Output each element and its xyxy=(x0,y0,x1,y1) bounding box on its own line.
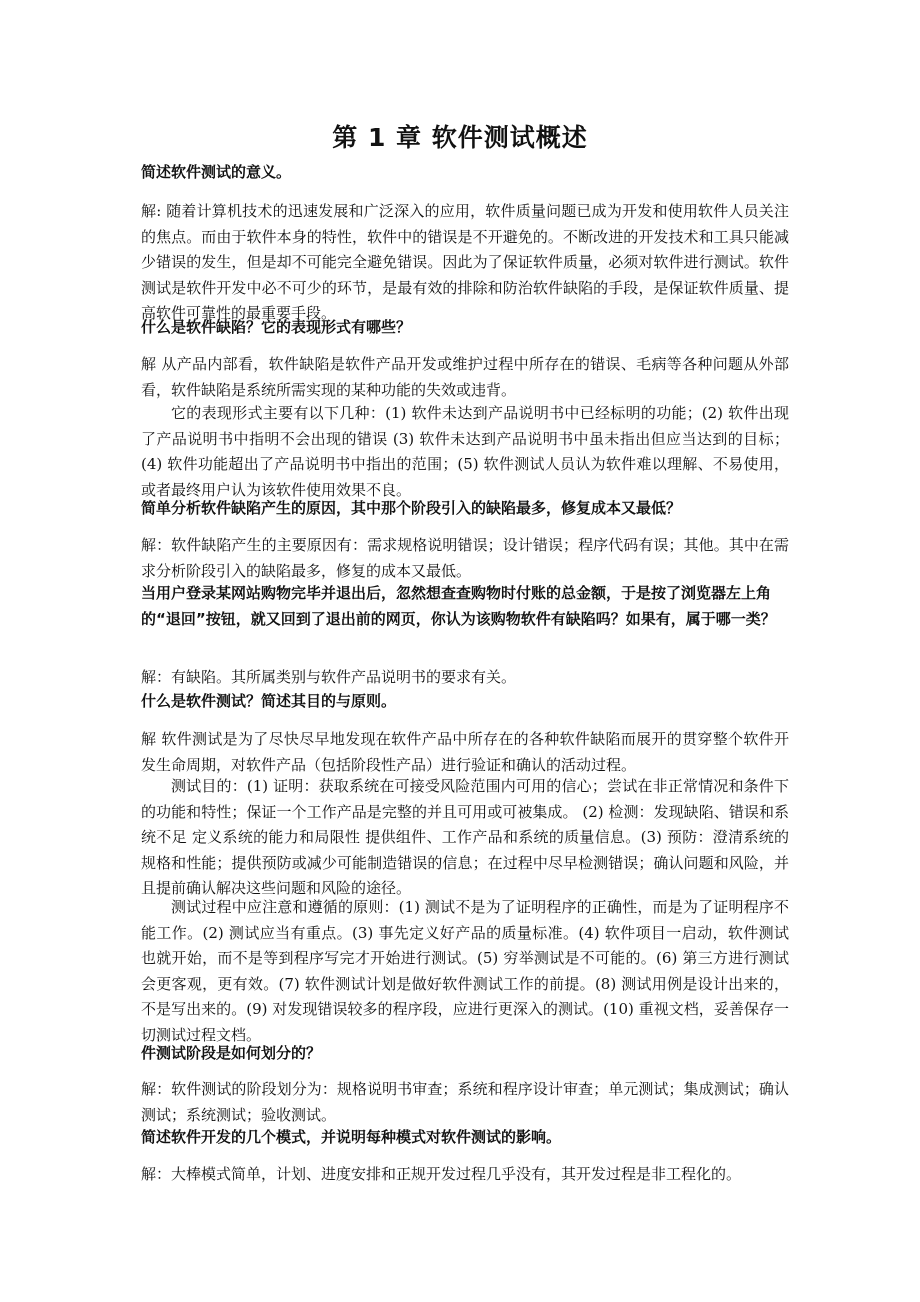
answer-3: 解：软件缺陷产生的主要原因有：需求规格说明错误；设计错误；程序代码有误；其他。其中在需求分析阶段引入的缺陷最多，修复的成本又最低。 xyxy=(141,536,789,580)
answer-5-paragraph-2: 测试目的：(1) 证明：获取系统在可接受风险范围内可用的信心；尝试在非正常情况和条件下的功能和特性；保证一个工作产品是完整的并且可用或可被集成。 (2) 检测：发现缺陷、错误和系统不足 定义系统的能力和局限性 提供组件、工作产品和系统的质量信息。(3) 预防：澄清系统的规格和性能；提供预防或减少可能制造错误的信息；在过程中尽早检测错误；确认问题和风险，并且提前确认解决这些问题和风险的途径。 xyxy=(141,777,789,898)
question-2: 什么是软件缺陷？它的表现形式有哪些？ xyxy=(141,318,412,336)
question-1: 简述软件测试的意义。 xyxy=(141,163,292,181)
question-3: 简单分析软件缺陷产生的原因，其中那个阶段引入的缺陷最多，修复成本又最低？ xyxy=(141,499,682,517)
chapter-title: 第 1 章 软件测试概述 xyxy=(332,123,588,152)
question-7: 简述软件开发的几个模式，并说明每种模式对软件测试的影响。 xyxy=(141,1128,562,1146)
answer-6: 解：软件测试的阶段划分为：规格说明书审查；系统和程序设计审查；单元测试；集成测试；确认测试；系统测试；验收测试。 xyxy=(141,1080,789,1124)
answer-5-paragraph-1: 解 软件测试是为了尽快尽早地发现在软件产品中所存在的各种软件缺陷而展开的贯穿整个软件开发生命周期，对软件产品（包括阶段性产品）进行验证和确认的活动过程。 xyxy=(141,730,789,774)
question-4: 当用户登录某网站购物完毕并退出后，忽然想查查购物时付账的总金额，于是按了浏览器左上角的“退回”按钮，就又回到了退出前的网页，你认为该购物软件有缺陷吗？如果有，属于哪一类？ xyxy=(141,584,776,628)
answer-4: 解：有缺陷。其所属类别与软件产品说明书的要求有关。 xyxy=(141,668,517,686)
answer-2-paragraph-2: 它的表现形式主要有以下几种：(1) 软件未达到产品说明书中已经标明的功能；(2) 软件出现了产品说明书中指明不会出现的错误 (3) 软件未达到产品说明书中虽未指出但应当达到的目标；(4) 软件功能超出了产品说明书中指出的范围；(5) 软件测试人员认为软件难以理解、不易使用，或者最终用户认为该软件使用效果不良。 xyxy=(141,404,789,499)
answer-7: 解：大棒模式简单，计划、进度安排和正规开发过程几乎没有，其开发过程是非工程化的。 xyxy=(141,1165,742,1183)
answer-2-paragraph-1: 解 从产品内部看，软件缺陷是软件产品开发或维护过程中所存在的错误、毛病等各种问题从外部看，软件缺陷是系统所需实现的某种功能的失效或违背。 xyxy=(141,355,789,399)
question-6: 件测试阶段是如何划分的？ xyxy=(141,1044,322,1062)
answer-5-paragraph-3: 测试过程中应注意和遵循的原则：(1) 测试不是为了证明程序的正确性，而是为了证明程序不能工作。(2) 测试应当有重点。(3) 事先定义好产品的质量标准。(4) 软件项目一启动，软件测试也就开始，而不是等到程序写完才开始进行测试。(5) 穷举测试是不可能的。(6) 第三方进行测试会更客观，更有效。(7) 软件测试计划是做好软件测试工作的前提。(8) 测试用例是设计出来的，不是写出来的。(9) 对发现错误较多的程序段，应进行更深入的测试。(10) 重视文档，妥善保存一切测试过程文档。 xyxy=(141,898,789,1044)
question-5: 什么是软件测试？简述其目的与原则。 xyxy=(141,692,397,710)
answer-1: 解: 随着计算机技术的迅速发展和广泛深入的应用，软件质量问题已成为开发和使用软件人员关注的焦点。而由于软件本身的特性，软件中的错误是不开避免的。不断改进的开发技术和工具只能减少错误的发生，但是却不可能完全避免错误。因此为了保证软件质量，必须对软件进行测试。软件测试是软件开发中必不可少的环节，是最有效的排除和防治软件缺陷的手段，是保证软件质量、提高软件可靠性的最重要手段。 xyxy=(141,202,789,323)
